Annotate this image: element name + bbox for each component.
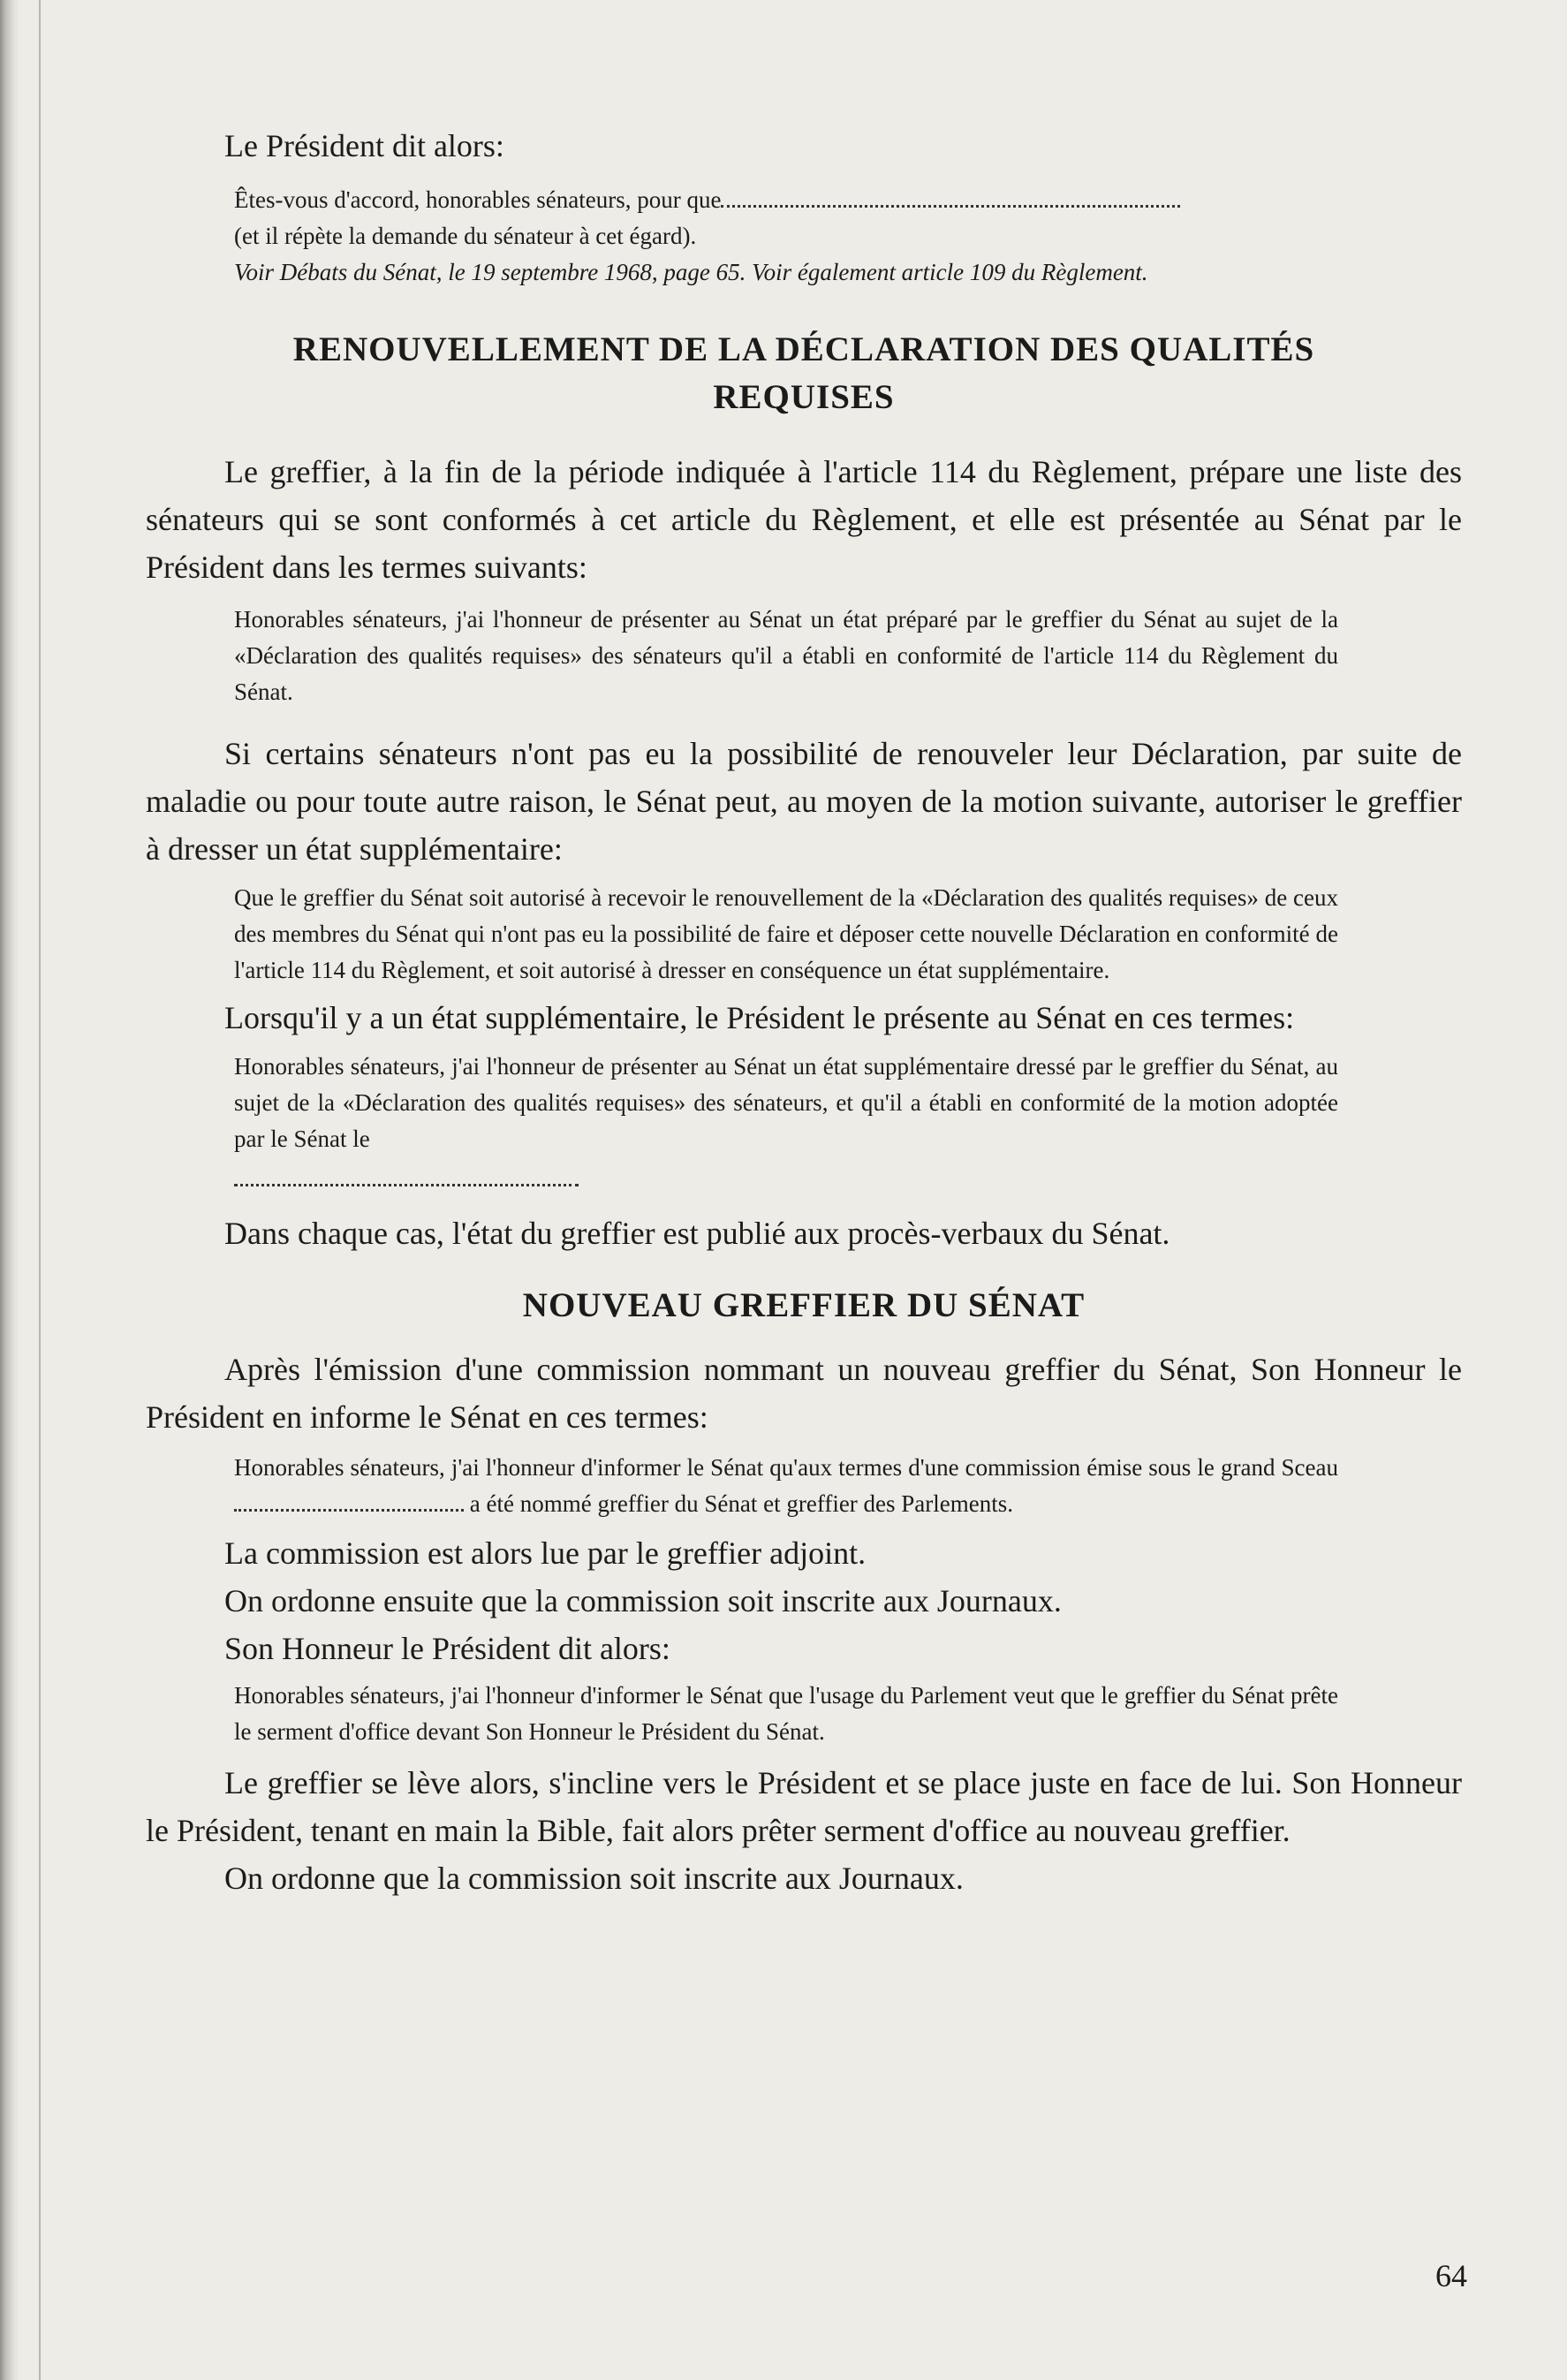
paragraph-inscription-finale: On ordonne que la commission soit inscrite aux Journaux. [224, 1861, 964, 1896]
quote-serment: Honorables sénateurs, j'ai l'honneur d'informer le Sénat que l'usage du Parlement veut que le greffier du Sénat prête le serment d'office devant Son Honneur le Président du Sénat. [234, 1682, 1338, 1745]
section-heading-nouveau-greffier: NOUVEAU GREFFIER DU SÉNAT [522, 1286, 1086, 1324]
quote-commission-part1: Honorables sénateurs, j'ai l'honneur d'informer le Sénat qu'aux termes d'une commission émise sous le grand Sceau [234, 1454, 1338, 1481]
page-binding-shadow [0, 0, 19, 2380]
intro-paragraph: Le Président dit alors: [224, 128, 504, 163]
paragraph-emission-commission: Après l'émission d'une commission nommant un nouveau greffier du Sénat, Son Honneur le Président en informe le Sénat en ces termes: [146, 1352, 1462, 1435]
dotted-date-line [234, 1161, 1338, 1197]
quote-question-line [234, 182, 1338, 218]
reference-note: Voir Débats du Sénat, le 19 septembre 1968, page 65. Voir également article 109 du Règlement. [234, 259, 1148, 285]
quote-motion: Que le greffier du Sénat soit autorisé à recevoir le renouvellement de la «Déclaration des qualités requises» de ceux des membres du Sénat qui n'ont pas eu la possibilité de faire et déposer cette nouvelle Déclaration en conformité de l'article 114 du Règlement, et soit autorisé à dresser en conséquence un état supplémentaire. [234, 884, 1338, 983]
quote-commission [234, 1450, 1338, 1522]
paragraph-president-dit: Son Honneur le Président dit alors: [224, 1631, 670, 1666]
paragraph-renouvellement: Le greffier, à la fin de la période indiquée à l'article 114 du Règlement, prépare une liste des sénateurs qui se sont conformés à cet article du Règlement, et elle est présentée au Sénat par le Président dans les termes suivants: [146, 454, 1462, 585]
quote-commission-part2: a été nommé greffier du Sénat et greffier des Parlements. [469, 1490, 1014, 1517]
paragraph-lecture-commission: La commission est alors lue par le greffier adjoint. [224, 1535, 867, 1571]
paragraph-serment-office: Le greffier se lève alors, s'incline vers le Président et se place juste en face de lui. Son Honneur le Président, tenant en main la Bible, fait alors prêter serment d'office au nouveau greffier. [146, 1765, 1462, 1848]
paragraph-etat-supplementaire: Lorsqu'il y a un état supplémentaire, le Président le présente au Sénat en ces termes: [224, 1000, 1295, 1035]
paragraph-proces-verbaux: Dans chaque cas, l'état du greffier est publié aux procès-verbaux du Sénat. [224, 1216, 1170, 1251]
quote-presentation-etat: Honorables sénateurs, j'ai l'honneur de présenter au Sénat un état préparé par le greffier du Sénat au sujet de la «Déclaration des qualités requises» des sénateurs qu'il a établi en conformité de l'article 114 du Règlement du Sénat. [234, 606, 1338, 705]
dotted-leader [234, 1488, 464, 1512]
page-number: 64 [1435, 2258, 1467, 2293]
dotted-leader [721, 184, 1180, 208]
page-binding-line [39, 0, 41, 2380]
page-content [146, 122, 1462, 1902]
quote-etat-supplementaire: Honorables sénateurs, j'ai l'honneur de présenter au Sénat un état supplémentaire dressé par le greffier du Sénat, au sujet de la «Déclaration des qualités requises» des sénateurs, et qu'il a établi en conformité de la motion adoptée par le Sénat le [234, 1053, 1338, 1152]
paragraph-declaration-supplementaire: Si certains sénateurs n'ont pas eu la possibilité de renouveler leur Déclaration, par suite de maladie ou pour toute autre raison, le Sénat peut, au moyen de la motion suivante, autoriser le greffier à dresser un état supplémentaire: [146, 736, 1462, 867]
quote-repeat-line: (et il répète la demande du sénateur à cet égard). [234, 223, 697, 249]
paragraph-inscription-journaux: On ordonne ensuite que la commission soit inscrite aux Journaux. [224, 1583, 1062, 1618]
quote-question-text: Êtes-vous d'accord, honorables sénateurs, pour que [234, 186, 722, 213]
section-heading-declaration: RENOUVELLEMENT DE LA DÉCLARATION DES QUALITÉS REQUISES [292, 330, 1315, 416]
dotted-leader [234, 1163, 579, 1186]
